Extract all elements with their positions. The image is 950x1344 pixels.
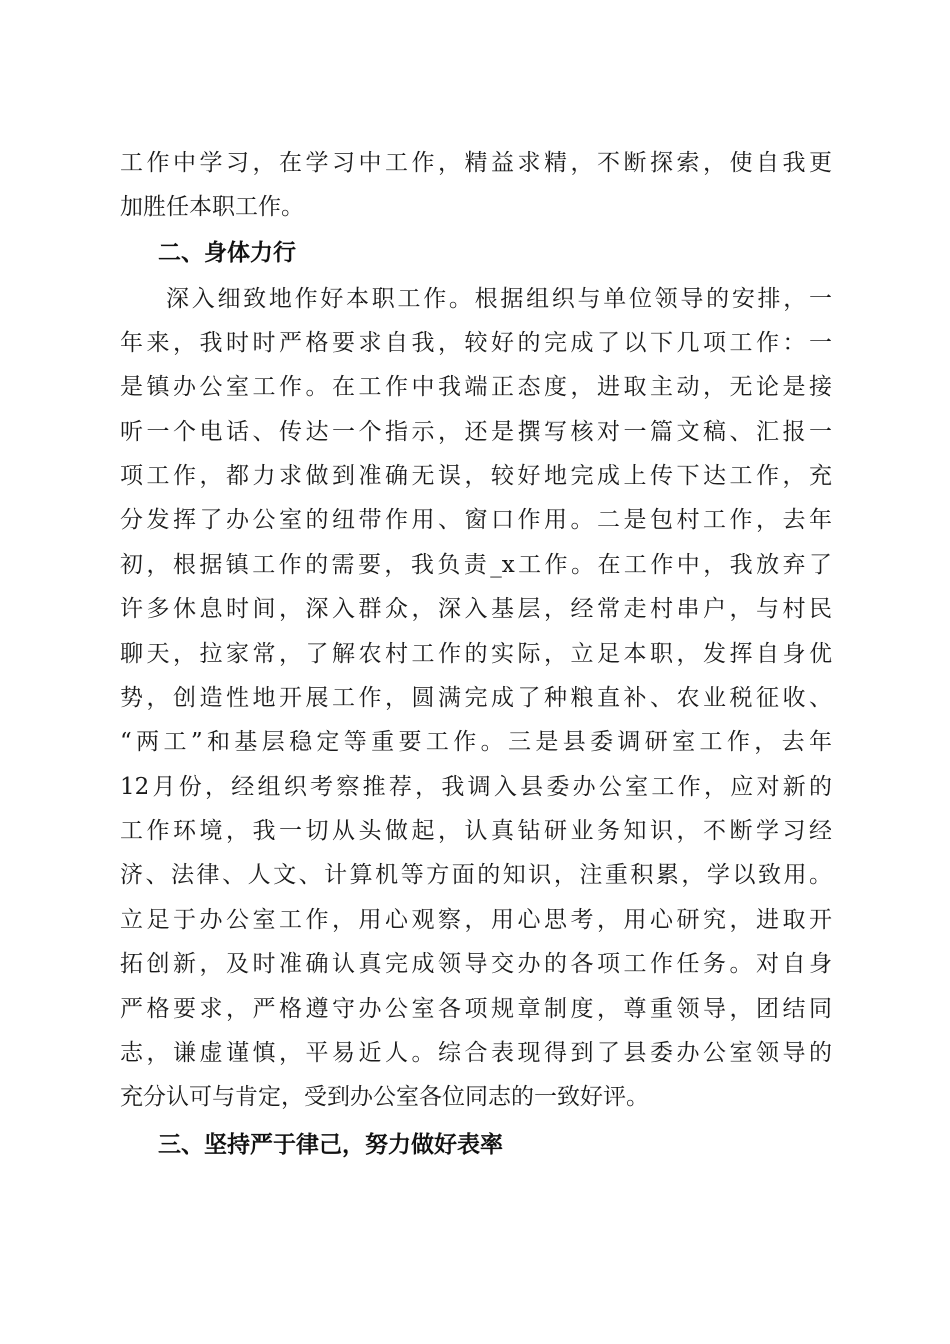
section-heading: 二、身体力行: [158, 240, 296, 266]
paragraph-line: 深入细致地作好本职工作。根据组织与单位领导的安排，一: [166, 286, 832, 312]
paragraph-line: 立足于办公室工作，用心观察，用心思考，用心研究，进取开: [120, 907, 832, 933]
paragraph-line: 聊天，拉家常，了解农村工作的实际，立足本职，发挥自身优: [120, 641, 832, 667]
paragraph-line: 势，创造性地开展工作，圆满完成了种粮直补、农业税征收、: [120, 685, 832, 711]
paragraph-line: “两工”和基层稳定等重要工作。三是县委调研室工作，去年: [120, 729, 832, 755]
paragraph-line: 是镇办公室工作。在工作中我端正态度，进取主动，无论是接: [120, 374, 832, 400]
paragraph-line: 工作环境，我一切从头做起，认真钻研业务知识，不断学习经: [120, 818, 832, 844]
paragraph-line: 充分认可与肯定，受到办公室各位同志的一致好评。: [120, 1084, 649, 1110]
paragraph-line: 许多休息时间，深入群众，深入基层，经常走村串户，与村民: [120, 596, 832, 622]
paragraph-line: 工作中学习，在学习中工作，精益求精，不断探索，使自我更: [120, 150, 832, 176]
paragraph-line: 项工作，都力求做到准确无误，较好地完成上传下达工作，充: [120, 463, 832, 489]
paragraph-line: 志，谦虚谨慎，平易近人。综合表现得到了县委办公室领导的: [120, 1040, 832, 1066]
paragraph-line: 拓创新，及时准确认真完成领导交办的各项工作任务。对自身: [120, 951, 832, 977]
paragraph-line: 济、法律、人文、计算机等方面的知识，注重积累，学以致用。: [120, 862, 832, 888]
paragraph-line: 初，根据镇工作的需要，我负责_x工作。在工作中，我放弃了: [120, 552, 832, 578]
paragraph-line: 年来，我时时严格要求自我，较好的完成了以下几项工作：一: [120, 330, 832, 356]
paragraph-line: 12月份，经组织考察推荐，我调入县委办公室工作，应对新的: [120, 774, 832, 800]
paragraph-line: 听一个电话、传达一个指示，还是撰写核对一篇文稿、汇报一: [120, 419, 832, 445]
section-heading: 三、坚持严于律己，努力做好表率: [158, 1132, 503, 1158]
paragraph-line: 严格要求，严格遵守办公室各项规章制度，尊重领导，团结同: [120, 996, 832, 1022]
paragraph-line: 分发挥了办公室的纽带作用、窗口作用。二是包村工作，去年: [120, 507, 832, 533]
paragraph-line: 加胜任本职工作。: [120, 194, 304, 220]
